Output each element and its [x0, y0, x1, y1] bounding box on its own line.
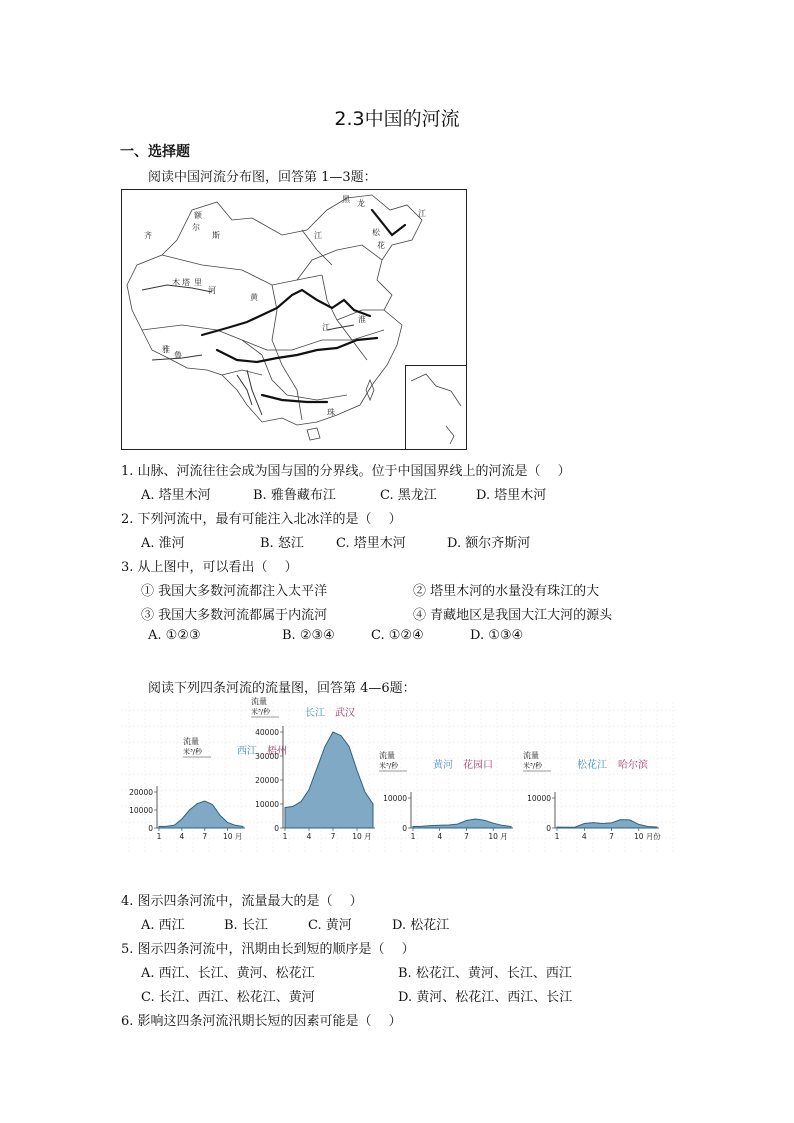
station-name: 花园口: [463, 760, 493, 771]
station-name: 梧州: [267, 746, 287, 757]
x-tick-label: 1: [410, 832, 416, 841]
question-1-stem: 1. 山脉、河流往往会成为国与国的分界线。位于中国国界线上的河流是（ ）: [121, 464, 571, 479]
map-label: 花: [377, 241, 385, 250]
map-label: 龙: [357, 199, 365, 208]
q2-option-a[interactable]: A. 淮河: [141, 536, 185, 551]
flow-area-2: [413, 819, 511, 828]
q1-option-d[interactable]: D. 塔里木河: [476, 488, 547, 503]
section-heading: 一、选择题: [120, 144, 190, 160]
x-tick-label: 1: [156, 832, 162, 841]
q3-statement-1: ① 我国大多数河流都注入太平洋: [141, 584, 328, 599]
x-tick-label: 10: [222, 832, 233, 841]
x-tick-label: 1: [282, 832, 288, 841]
y-tick-label: 40000: [255, 728, 279, 737]
map-label: 江: [322, 323, 330, 332]
q4-option-d[interactable]: D. 松花江: [392, 918, 450, 933]
x-tick-label: 10: [352, 832, 362, 841]
flow-area-1: [285, 732, 373, 828]
y-tick-label: 10000: [383, 794, 407, 803]
y-axis-unit: 米³/秒: [251, 708, 271, 716]
y-tick-label: 30000: [255, 752, 279, 761]
flow-area-0: [159, 801, 243, 828]
x-tick-label: 10: [634, 832, 644, 841]
map-label: 鲁: [174, 351, 182, 360]
x-tick-label: 4: [437, 832, 443, 841]
q3-statement-3: ③ 我国大多数河流都属于内流河: [141, 608, 328, 623]
flow-charts-svg: [121, 697, 675, 854]
river-flow-charts: [121, 697, 675, 854]
station-name: 哈尔滨: [618, 760, 648, 771]
map-label: 黄: [250, 293, 258, 302]
q5-option-d[interactable]: D. 黄河、松花江、西江、长江: [398, 990, 573, 1005]
x-tick-label: 7: [202, 832, 208, 841]
intro-flow-charts: 阅读下列四条河流的流量图，回答第 4—6题：: [148, 681, 416, 696]
q2-option-b[interactable]: B. 怒江: [260, 536, 304, 551]
station-name: 武汉: [335, 708, 355, 719]
question-4-stem: 4. 图示四条河流中，流量最大的是（ ）: [121, 894, 363, 909]
q5-option-c[interactable]: C. 长江、西江、松花江、黄河: [141, 990, 315, 1005]
q5-option-a[interactable]: A. 西江、长江、黄河、松花江: [141, 966, 315, 981]
map-label: 黑: [342, 195, 350, 204]
q5-option-b[interactable]: B. 松花江、黄河、长江、西江: [398, 966, 572, 981]
y-tick-label: 0: [274, 824, 279, 833]
y-axis-unit: 米³/秒: [183, 748, 203, 756]
map-label: 斯: [212, 231, 220, 240]
q3-statement-4: ④ 青藏地区是我国大江大河的源头: [413, 608, 613, 623]
question-6-stem: 6. 影响这四条河流汛期长短的因素可能是（ ）: [121, 1014, 402, 1029]
q1-option-b[interactable]: B. 雅鲁藏布江: [253, 488, 336, 503]
x-unit-label: 月: [234, 832, 243, 841]
y-tick-label: 10000: [129, 806, 153, 815]
q3-option-c[interactable]: C. ①②④: [371, 628, 424, 643]
y-tick-label: 0: [546, 824, 551, 833]
q4-option-b[interactable]: B. 长江: [224, 918, 268, 933]
map-label: 珠: [327, 408, 335, 417]
x-unit-label: 月: [364, 832, 372, 841]
q4-option-a[interactable]: A. 西江: [141, 918, 185, 933]
x-unit-label: 月: [500, 832, 508, 841]
x-unit-label: 月份: [645, 832, 661, 841]
map-label: 木: [172, 278, 180, 287]
q4-option-c[interactable]: C. 黄河: [308, 918, 352, 933]
map-label: 额: [194, 211, 202, 220]
inset-drawing: [406, 366, 466, 449]
x-tick-label: 4: [306, 832, 312, 841]
map-label: 河: [208, 286, 216, 295]
q1-option-c[interactable]: C. 黑龙江: [380, 488, 437, 503]
map-label: 江: [314, 231, 322, 240]
x-tick-label: 10: [488, 832, 498, 841]
y-tick-label: 10000: [255, 800, 279, 809]
q1-option-a[interactable]: A. 塔里木河: [141, 488, 211, 503]
page-title: 2.3中国的河流: [334, 108, 460, 130]
q2-option-c[interactable]: C. 塔里木河: [336, 536, 406, 551]
x-tick-label: 1: [554, 832, 560, 841]
q3-option-b[interactable]: B. ②③④: [282, 628, 335, 643]
y-tick-label: 20000: [255, 776, 279, 785]
y-axis-title: 流量: [379, 751, 395, 760]
flow-area-3: [557, 820, 657, 828]
q3-option-d[interactable]: D. ①③④: [470, 628, 524, 643]
y-axis-unit: 米³/秒: [379, 762, 399, 770]
question-2-stem: 2. 下列河流中，最有可能注入北冰洋的是（ ）: [121, 512, 402, 527]
x-tick-label: 7: [330, 832, 336, 841]
x-tick-label: 4: [581, 832, 587, 841]
y-axis-title: 流量: [523, 751, 539, 760]
map-label: 松: [372, 228, 380, 237]
x-tick-label: 7: [464, 832, 469, 841]
q3-option-a[interactable]: A. ①②③: [148, 628, 201, 643]
y-tick-label: 20000: [129, 788, 153, 797]
y-axis-unit: 米³/秒: [523, 762, 543, 770]
map-label: 雅: [162, 345, 170, 354]
q3-statement-2: ② 塔里木河的水量没有珠江的大: [413, 584, 600, 599]
map-label: 塔: [182, 278, 190, 287]
question-5-stem: 5. 图示四条河流中，汛期由长到短的顺序是（ ）: [121, 942, 415, 957]
question-3-stem: 3. 从上图中，可以看出（ ）: [121, 560, 298, 575]
map-label: 淮: [358, 315, 366, 324]
map-label: 尔: [192, 223, 200, 232]
intro-map: 阅读中国河流分布图，回答第 1—3题：: [148, 170, 377, 185]
x-tick-label: 7: [609, 832, 614, 841]
y-tick-label: 0: [402, 824, 407, 833]
map-label: 齐: [144, 231, 152, 240]
river-name: 黄河: [433, 760, 453, 771]
river-name: 西江: [237, 746, 257, 757]
y-axis-title: 流量: [183, 737, 199, 746]
y-tick-label: 10000: [527, 794, 551, 803]
q2-option-d[interactable]: D. 额尔齐斯河: [447, 536, 531, 551]
y-axis-title: 流量: [251, 697, 267, 706]
south-china-sea-inset: [405, 365, 467, 450]
map-label: 里: [194, 278, 202, 287]
map-label: 江: [418, 209, 426, 218]
x-tick-label: 4: [179, 832, 185, 841]
river-name: 长江: [305, 708, 325, 719]
y-tick-label: 0: [148, 824, 153, 833]
river-name: 松花江: [577, 760, 607, 771]
